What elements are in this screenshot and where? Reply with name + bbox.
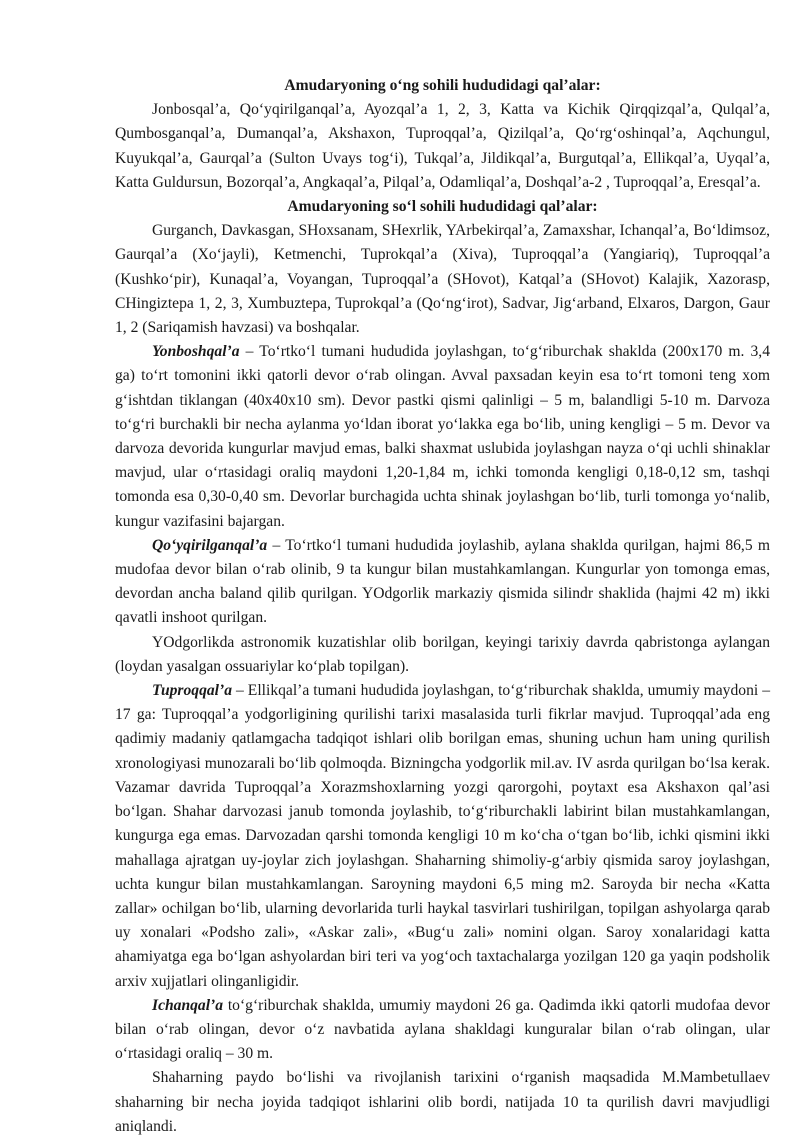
right-bank-fortress-list: Jonbosqalʼa, Qoʻyqirilganqalʼa, Ayozqalʼa 1, 2, 3, Katta va Kichik Qirqqizqalʼa, Qulqalʼa, Qumbosganqalʼa, Dumanqalʼa, Akshaxon, Tuproqqalʼa, Qizilqalʼa, Qoʻrgʻoshinqalʼa, Aqchungul, Kuyukqalʼa, Gaurqalʼa (Sulton Uvays togʻi), Tukqalʼa, Jildikqalʼa, Burgutqalʼa, Ellikqalʼa, Uyqalʼa, Katta Guldursun, Bozorqalʼa, Angkaqalʼa, Pilqalʼa, Odamliqalʼa, Doshqalʼa-2 , Tuproqqalʼa, Eresqalʼa.	[115, 101, 770, 191]
document-page	[115, 74, 770, 1139]
paragraph-city-history	[115, 1066, 770, 1139]
paragraph-text: toʻgʻriburchak shaklda, umumiy maydoni 26 ga. Qadimda ikki qatorli mudofaa devor bilan oʻrab olingan, devor oʻz navbatida aylana shakldagi kunguralar bilan oʻrab olingan, ular oʻrtasidagi oraliq – 30 m.	[115, 996, 770, 1063]
term-qoyqirilganqala: Qoʻyqirilganqalʼa	[152, 536, 268, 554]
paragraph-ichanqala	[115, 994, 770, 1067]
paragraph-text: Shaharning paydo boʻlishi va rivojlanish tarixini oʻrganish maqsadida M.Mambetullaev shaharning bir necha joyida tadqiqot ishlarini olib bordi, natijada 10 ta qurilish davri mavjudligi aniqlandi.	[115, 1069, 770, 1135]
paragraph-text: – Ellikqalʼa tumani hududida joylashgan, toʻgʻriburchak shaklda, umumiy maydoni – 17 ga: Tuproqqalʼa yodgorligining qurilishi tarixi masalasida turli fikrlar mavjud. Tuproqqalʼada eng qadimiy madaniy qatlamgacha tadqiqot ishlari olib borilgan emas, shuning uchun ham uning qurilish xronologiyasi munozarali boʻlib qolmoqda. Bizningcha yodgorlik mil.av. IV asrda qurilgan boʻlsa kerak. Vazamar davrida Tuproqqalʼa Xorazmshoxlarning yozgi qarorgohi, poytaxt esa Akshaxon qalʼasi boʻlgan. Shahar darvozasi janub tomonda joylashib, toʻgʻriburchakli labirint bilan mustahkamlangan, kungurga ega emas. Darvozadan qarshi tomonda kengligi 10 m koʻcha oʻtgan boʻlib, ichki qismini ikki mahallaga ajratgan uy-joylar zich joylashgan. Shaharning shimoliy-gʻarbiy qismida saroy joylashgan, uchta kungur bilan mustahkamlangan. Saroyning maydoni 6,5 ming m2. Saroyda bir necha «Katta zallar» ochilgan boʻlib, ularning devorlarida turli haykal tasvirlari tushirilgan, topilgan ashyolarga qarab uy xonalari «Podsho zali», «Askar zali», «Bugʻu zali» nomini olgan. Saroy xonalaridagi katta ahamiyatga ega boʻlgan ashyolardan biri teri va yogʻoch taxtachalarga yozilgan 120 ga yaqin podsholik arxiv xujjatlari olinganligidir.	[115, 682, 770, 990]
left-bank-fortress-list: Gurganch, Davkasgan, SHoxsanam, SHexrlik, YArbekirqalʼa, Zamaxshar, Ichanqalʼa, Boʻldimsoz, Gaurqalʼa (Xoʻjayli), Ketmenchi, Tuprokqalʼa (Xiva), Tuproqqalʼa (Yangiariq), Tuproqqalʼa (Kushkoʻpir), Kunaqalʼa, Voyangan, Tuproqqalʼa (SHovot), Katqalʼa (SHovot) Kalajik, Xazorasp, CHingiztepa 1, 2, 3, Xumbuztepa, Tuprokqalʼa (Qoʻngʻirot), Sadvar, Jigʻarband, Elxaros, Dargon, Gaur 1, 2 (Sariqamish havzasi) va boshqalar.	[115, 222, 770, 337]
term-tuproqqala: Tuproqqalʼa	[152, 682, 232, 700]
paragraph-text: – Toʻrtkoʻl tumani hududida joylashgan, toʻgʻriburchak shaklda (200x170 m. 3,4 ga) toʻrt tomonini ikki qatorli devor oʻrab olingan. Avval paxsadan keyin esa toʻrt tomoni teng xom gʻishtdan tiklangan (40x40x10 sm). Devor pastki qismi qalinligi – 5 m, balandligi 5-10 m. Darvoza toʻgʻri burchakli bir necha aylanma yoʻldan iborat yoʻlakka ega boʻlib, uning kengligi – 5 m. Devor va darvoza devorida kungurlar mavjud emas, balki shaxmat uslubida joylashgan nayza oʻqi uchli shinaklar mavjud, ular oʻrtasidagi oraliq maydoni 1,20-1,84 m, ichki tomonda kengligi 0,18-0,12 sm, tashqi tomonda esa 0,30-0,40 sm. Devorlar burchagida uchta shinak joylashgan boʻlib, turli tomonga yoʻnalib, kungur vazifasini bajargan.	[115, 343, 770, 530]
paragraph-astronomy	[115, 631, 770, 679]
left-bank-heading: Amudaryoning soʻl sohili hududidagi qalʼalar:	[287, 198, 598, 216]
term-yonboshqala: Yonboshqalʼa	[152, 343, 240, 361]
right-bank-heading: Amudaryoning oʻng sohili hududidagi qalʼalar:	[284, 77, 601, 94]
paragraph-yonboshqala	[115, 340, 770, 534]
paragraph-tuproqqala	[115, 679, 770, 994]
paragraph-qoyqirilganqala	[115, 534, 770, 631]
paragraph-text: YOdgorlikda astronomik kuzatishlar olib borilgan, keyingi tarixiy davrda qabristonga aylangan (loydan yasalgan ossuariylar koʻplab topilgan).	[115, 633, 770, 675]
term-ichanqala: Ichanqalʼa	[152, 996, 224, 1014]
paragraph-text: – Toʻrtkoʻl tumani hududida joylashib, aylana shaklda qurilgan, hajmi 86,5 m mudofaa devor bilan oʻrab olinib, 9 ta kungur bilan mustahkamlangan. Kungurlar yon tomonga emas, devordan ancha baland qilib qurilgan. YOdgorlik markaziy qismida silindr shaklida (hajmi 42 m) ikki qavatli inshoot qurilgan.	[115, 536, 770, 627]
